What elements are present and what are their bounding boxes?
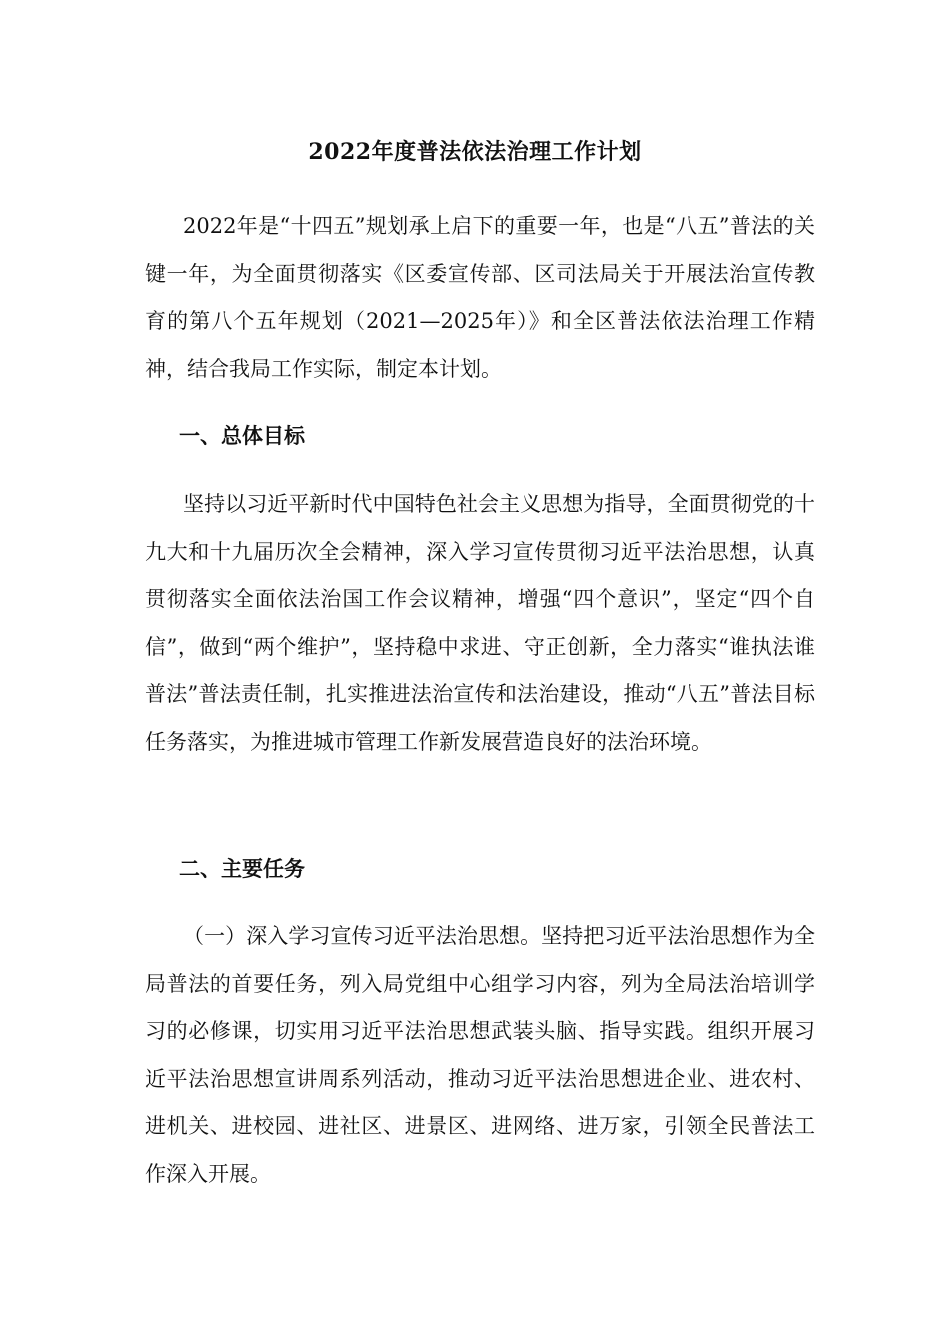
- section-heading-main-tasks: 二、主要任务: [179, 856, 305, 881]
- intro-paragraph: 2022年是“十四五”规划承上启下的重要一年，也是“八五”普法的关键一年，为全面贯彻落实《区委宣传部、区司法局关于开展法治宣传教育的第八个五年规划（2021—2025年）》和全区普法依法治理工作精神，结合我局工作实际，制定本计划。: [145, 214, 815, 381]
- main-task-paragraph: （一）深入学习宣传习近平法治思想。坚持把习近平法治思想作为全局普法的首要任务，列入局党组中心组学习内容，列为全局法治培训学习的必修课，切实用习近平法治思想武装头脑、指导实践。组织开展习近平法治思想宣讲周系列活动，推动习近平法治思想进企业、进农村、进机关、进校园、进社区、进景区、进网络、进万家，引领全民普法工作深入开展。: [145, 924, 815, 1186]
- document-title: 2022年度普法依法治理工作计划: [308, 139, 642, 165]
- section-heading-overall-goal: 一、总体目标: [179, 423, 305, 448]
- overall-goal-paragraph: 坚持以习近平新时代中国特色社会主义思想为指导，全面贯彻党的十九大和十九届历次全会精神，深入学习宣传贯彻习近平法治思想，认真贯彻落实全面依法治国工作会议精神，增强“四个意识”，坚定“四个自信”，做到“两个维护”，坚持稳中求进、守正创新，全力落实“谁执法谁普法”普法责任制，扎实推进法治宣传和法治建设，推动“八五”普法目标任务落实，为推进城市管理工作新发展营造良好的法治环境。: [145, 492, 815, 754]
